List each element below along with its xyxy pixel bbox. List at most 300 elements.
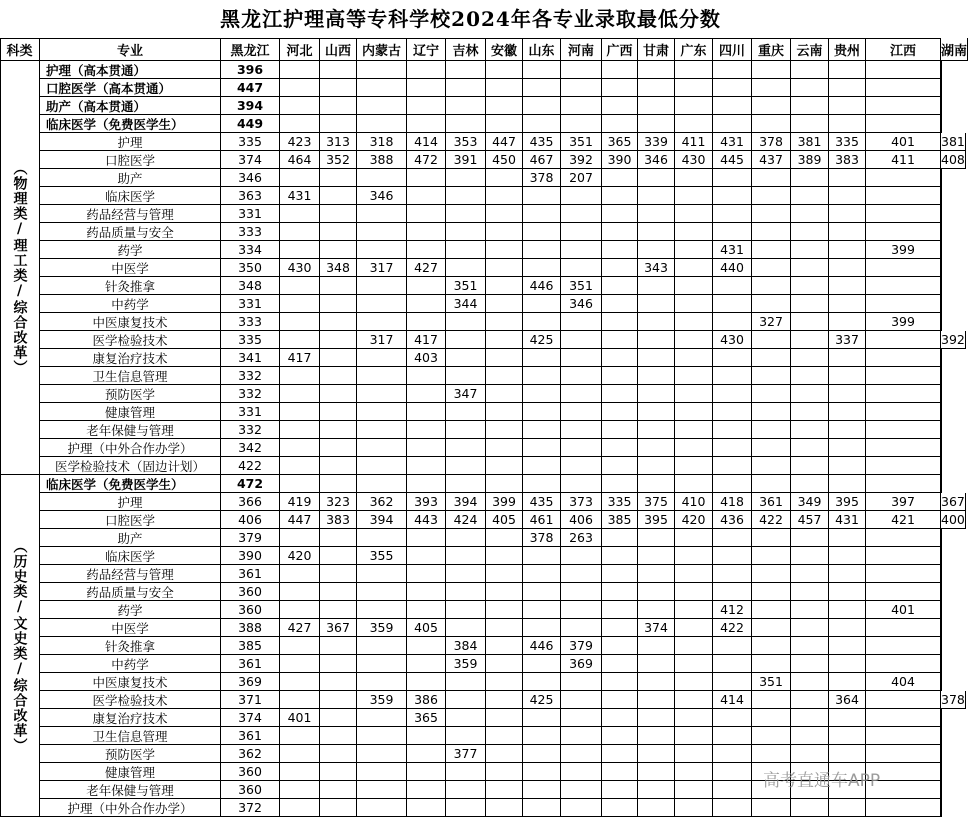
score-cell — [486, 709, 523, 727]
score-cell — [675, 241, 713, 259]
score-cell — [675, 187, 713, 205]
score-cell: 361 — [752, 493, 791, 511]
score-cell — [602, 79, 638, 97]
score-cell — [407, 529, 446, 547]
score-cell — [829, 547, 866, 565]
score-cell — [791, 169, 829, 187]
score-cell — [523, 673, 561, 691]
score-cell — [280, 79, 320, 97]
score-cell — [941, 187, 942, 205]
score-cell — [486, 475, 523, 493]
score-cell — [486, 439, 523, 457]
score-cell — [829, 223, 866, 241]
score-cell — [446, 547, 486, 565]
score-cell — [941, 241, 942, 259]
header-cell: 广西 — [602, 38, 638, 61]
score-cell — [523, 439, 561, 457]
score-cell: 421 — [866, 511, 941, 529]
header-cell: 专业 — [40, 38, 221, 61]
score-cell — [357, 205, 407, 223]
major-name-cell: 助产 — [40, 529, 221, 547]
score-cell — [752, 241, 791, 259]
score-cell: 374 — [221, 709, 280, 727]
score-cell — [407, 745, 446, 763]
score-cell — [280, 331, 320, 349]
score-cell: 446 — [523, 277, 561, 295]
score-cell — [675, 385, 713, 403]
score-cell: 395 — [638, 511, 675, 529]
score-cell — [407, 637, 446, 655]
score-cell — [602, 619, 638, 637]
score-cell — [407, 601, 446, 619]
score-cell — [713, 367, 752, 385]
score-cell — [357, 799, 407, 817]
score-cell — [866, 529, 941, 547]
score-cell — [357, 61, 407, 79]
score-cell — [829, 349, 866, 367]
score-cell — [320, 781, 357, 799]
score-cell — [713, 781, 752, 799]
score-cell — [446, 457, 486, 475]
score-cell — [941, 79, 942, 97]
score-cell: 339 — [638, 133, 675, 151]
score-cell — [320, 637, 357, 655]
score-cell — [486, 403, 523, 421]
major-name-cell: 中药学 — [40, 655, 221, 673]
score-cell — [446, 205, 486, 223]
score-cell: 388 — [357, 151, 407, 169]
score-cell: 396 — [221, 61, 280, 79]
score-cell: 362 — [357, 493, 407, 511]
score-cell — [638, 277, 675, 295]
score-cell — [752, 457, 791, 475]
score-cell — [407, 385, 446, 403]
score-cell — [752, 115, 791, 133]
score-cell: 431 — [280, 187, 320, 205]
score-cell: 332 — [221, 385, 280, 403]
score-cell: 378 — [941, 692, 965, 707]
major-name-cell: 中医学 — [40, 259, 221, 277]
score-cell — [602, 223, 638, 241]
score-cell — [829, 745, 866, 763]
score-cell: 361 — [221, 655, 280, 673]
score-cell — [523, 187, 561, 205]
score-cell: 394 — [357, 511, 407, 529]
score-cell: 346 — [221, 169, 280, 187]
header-cell: 山西 — [320, 38, 357, 61]
score-cell — [752, 565, 791, 583]
score-cell — [486, 781, 523, 799]
score-cell — [791, 709, 829, 727]
score-cell — [446, 673, 486, 691]
score-cell — [713, 763, 752, 781]
score-cell: 334 — [221, 241, 280, 259]
score-cell — [638, 475, 675, 493]
score-cell — [713, 709, 752, 727]
score-cell — [280, 205, 320, 223]
score-cell — [280, 439, 320, 457]
score-cell: 349 — [791, 493, 829, 511]
score-cell — [602, 601, 638, 619]
major-name-cell: 药学 — [40, 601, 221, 619]
score-cell — [602, 97, 638, 115]
score-cell — [486, 259, 523, 277]
score-cell — [602, 655, 638, 673]
score-cell — [357, 637, 407, 655]
score-cell — [638, 799, 675, 817]
score-cell: 422 — [713, 619, 752, 637]
score-cell — [446, 763, 486, 781]
score-cell — [407, 205, 446, 223]
score-cell — [866, 421, 941, 439]
score-cell — [791, 115, 829, 133]
score-cell — [446, 79, 486, 97]
score-cell: 373 — [561, 493, 602, 511]
page-title: 黑龙江护理高等专科学校2024年各专业录取最低分数 — [220, 7, 721, 31]
score-cell — [561, 367, 602, 385]
score-cell: 360 — [221, 763, 280, 781]
score-cell — [829, 367, 866, 385]
score-cell: 397 — [866, 493, 941, 511]
score-cell — [523, 313, 561, 331]
score-cell — [561, 403, 602, 421]
score-cell — [523, 61, 561, 79]
score-cell — [446, 781, 486, 799]
score-cell: 414 — [407, 133, 446, 151]
score-cell: 367 — [320, 619, 357, 637]
score-cell — [941, 709, 942, 727]
score-cell — [752, 583, 791, 601]
score-cell — [486, 187, 523, 205]
score-cell — [941, 385, 942, 403]
score-cell — [713, 205, 752, 223]
score-cell — [561, 385, 602, 403]
score-cell: 385 — [221, 637, 280, 655]
score-cell — [713, 583, 752, 601]
header-cell: 云南 — [791, 38, 829, 61]
score-cell — [523, 565, 561, 583]
score-cell: 353 — [446, 133, 486, 151]
score-cell — [713, 673, 752, 691]
score-cell — [561, 763, 602, 781]
score-cell — [941, 727, 942, 745]
score-cell: 431 — [829, 511, 866, 529]
major-name-cell: 预防医学 — [40, 745, 221, 763]
score-cell — [752, 745, 791, 763]
score-cell — [829, 115, 866, 133]
score-cell — [561, 673, 602, 691]
score-cell — [675, 547, 713, 565]
score-cell: 405 — [407, 619, 446, 637]
score-cell — [829, 799, 866, 817]
score-cell — [486, 799, 523, 817]
major-name-cell: 针灸推拿 — [40, 277, 221, 295]
score-cell — [320, 601, 357, 619]
score-cell: 461 — [523, 511, 561, 529]
score-cell — [638, 223, 675, 241]
score-cell — [407, 277, 446, 295]
score-cell — [638, 637, 675, 655]
score-cell — [791, 205, 829, 223]
score-cell: 348 — [320, 259, 357, 277]
score-cell: 446 — [523, 637, 561, 655]
score-cell — [713, 403, 752, 421]
score-cell — [866, 223, 941, 241]
score-cell — [357, 349, 407, 367]
score-cell — [866, 295, 941, 313]
score-cell — [941, 619, 942, 637]
score-cell — [320, 457, 357, 475]
score-cell — [446, 169, 486, 187]
header-cell: 广东 — [675, 38, 713, 61]
score-cell — [446, 223, 486, 241]
score-cell: 425 — [523, 691, 561, 709]
score-cell — [713, 799, 752, 817]
score-cell — [446, 187, 486, 205]
score-cell — [829, 295, 866, 313]
major-name-cell: 康复治疗技术 — [40, 709, 221, 727]
score-cell — [713, 745, 752, 763]
score-cell — [357, 781, 407, 799]
score-cell — [486, 727, 523, 745]
score-cell — [791, 547, 829, 565]
score-cell — [320, 655, 357, 673]
score-cell — [752, 97, 791, 115]
header-cell: 湖南 — [941, 38, 968, 61]
score-cell: 361 — [221, 565, 280, 583]
header-cell: 重庆 — [752, 38, 791, 61]
score-cell — [602, 403, 638, 421]
score-cell — [407, 439, 446, 457]
score-cell — [713, 565, 752, 583]
score-cell — [602, 295, 638, 313]
score-cell: 401 — [280, 709, 320, 727]
score-cell — [791, 691, 829, 709]
score-cell — [446, 583, 486, 601]
score-cell — [791, 529, 829, 547]
score-cell — [602, 259, 638, 277]
score-cell: 351 — [561, 133, 602, 151]
score-cell — [486, 529, 523, 547]
score-cell — [752, 205, 791, 223]
score-cell — [320, 673, 357, 691]
score-cell — [866, 403, 941, 421]
score-cell — [791, 727, 829, 745]
score-cell — [638, 169, 675, 187]
score-cell — [357, 403, 407, 421]
score-cell — [486, 205, 523, 223]
score-cell — [407, 457, 446, 475]
score-cell — [407, 241, 446, 259]
score-cell — [357, 169, 407, 187]
major-name-cell: 医学检验技术（固边计划） — [40, 457, 221, 475]
score-cell: 381 — [941, 134, 965, 149]
score-cell — [280, 529, 320, 547]
major-name-cell: 助产 — [40, 169, 221, 187]
score-cell — [602, 583, 638, 601]
score-cell — [941, 277, 942, 295]
score-cell — [320, 403, 357, 421]
score-cell — [320, 61, 357, 79]
major-name-cell: 助产（高本贯通） — [40, 97, 221, 115]
score-cell — [407, 565, 446, 583]
score-cell: 366 — [221, 493, 280, 511]
score-cell — [407, 547, 446, 565]
score-cell — [280, 799, 320, 817]
score-cell — [829, 601, 866, 619]
score-cell — [638, 61, 675, 79]
score-cell — [486, 349, 523, 367]
score-cell — [675, 475, 713, 493]
score-cell — [446, 529, 486, 547]
score-cell — [713, 349, 752, 367]
score-cell — [713, 277, 752, 295]
header-cell: 辽宁 — [407, 38, 446, 61]
watermark: 高考直通车APP — [763, 771, 881, 791]
score-cell — [638, 331, 675, 349]
score-cell — [523, 421, 561, 439]
major-name-cell: 临床医学 — [40, 187, 221, 205]
score-cell — [407, 79, 446, 97]
major-name-cell: 临床医学（免费医学生） — [40, 115, 221, 133]
major-name-cell: 医学检验技术 — [40, 331, 221, 349]
score-cell — [752, 619, 791, 637]
score-cell — [407, 475, 446, 493]
score-cell — [320, 205, 357, 223]
score-cell — [752, 655, 791, 673]
score-cell — [446, 565, 486, 583]
score-cell — [407, 367, 446, 385]
score-cell — [791, 745, 829, 763]
score-cell — [791, 259, 829, 277]
score-cell: 342 — [221, 439, 280, 457]
score-cell — [561, 331, 602, 349]
score-cell: 365 — [602, 133, 638, 151]
score-cell — [561, 691, 602, 709]
score-cell — [407, 655, 446, 673]
score-cell — [638, 655, 675, 673]
score-cell — [752, 439, 791, 457]
score-cell: 374 — [221, 151, 280, 169]
score-cell — [446, 799, 486, 817]
score-cell — [486, 601, 523, 619]
score-cell — [357, 385, 407, 403]
score-cell — [486, 241, 523, 259]
score-cell — [866, 205, 941, 223]
score-cell — [561, 583, 602, 601]
score-cell: 352 — [320, 151, 357, 169]
score-cell — [713, 727, 752, 745]
score-cell — [407, 421, 446, 439]
score-cell — [638, 187, 675, 205]
score-cell — [675, 655, 713, 673]
major-name-cell: 针灸推拿 — [40, 637, 221, 655]
header-cell: 黑龙江 — [221, 38, 280, 61]
score-cell — [638, 691, 675, 709]
score-cell: 384 — [446, 637, 486, 655]
score-cell — [791, 349, 829, 367]
score-cell — [638, 673, 675, 691]
score-cell — [561, 601, 602, 619]
score-cell — [280, 457, 320, 475]
score-cell — [486, 385, 523, 403]
score-cell — [829, 79, 866, 97]
score-cell: 331 — [221, 205, 280, 223]
score-cell — [602, 421, 638, 439]
score-cell: 383 — [320, 511, 357, 529]
score-cell: 386 — [407, 691, 446, 709]
score-cell — [791, 475, 829, 493]
score-cell — [941, 745, 942, 763]
score-cell — [446, 349, 486, 367]
score-cell — [941, 655, 942, 673]
score-cell — [675, 259, 713, 277]
score-cell — [523, 709, 561, 727]
score-cell: 333 — [221, 313, 280, 331]
score-cell — [357, 79, 407, 97]
score-cell — [320, 565, 357, 583]
score-cell — [523, 655, 561, 673]
score-cell — [486, 421, 523, 439]
score-cell — [638, 727, 675, 745]
major-name-cell: 卫生信息管理 — [40, 727, 221, 745]
score-cell: 392 — [941, 332, 965, 347]
score-cell — [280, 385, 320, 403]
score-cell — [713, 457, 752, 475]
score-cell — [675, 457, 713, 475]
header-cell: 河南 — [561, 38, 602, 61]
score-cell — [866, 457, 941, 475]
score-cell — [357, 655, 407, 673]
major-name-cell: 医学检验技术 — [40, 691, 221, 709]
header-cell: 山东 — [523, 38, 561, 61]
score-cell: 378 — [523, 169, 561, 187]
score-cell — [523, 97, 561, 115]
score-cell — [486, 745, 523, 763]
score-cell — [280, 673, 320, 691]
score-cell: 399 — [866, 241, 941, 259]
score-cell — [791, 313, 829, 331]
major-name-cell: 临床医学（免费医学生） — [40, 475, 221, 493]
score-cell — [713, 97, 752, 115]
score-cell — [791, 799, 829, 817]
score-cell — [791, 457, 829, 475]
score-cell — [791, 241, 829, 259]
score-cell — [791, 403, 829, 421]
score-cell — [752, 799, 791, 817]
score-cell — [320, 295, 357, 313]
score-cell — [561, 745, 602, 763]
score-cell — [446, 115, 486, 133]
header-cell: 四川 — [713, 38, 752, 61]
score-cell: 392 — [561, 151, 602, 169]
score-cell: 317 — [357, 259, 407, 277]
score-cell — [486, 223, 523, 241]
score-cell — [752, 349, 791, 367]
score-cell — [486, 457, 523, 475]
score-cell — [675, 583, 713, 601]
score-cell: 403 — [407, 349, 446, 367]
major-name-cell: 中医康复技术 — [40, 673, 221, 691]
score-cell — [675, 295, 713, 313]
header-cell: 江西 — [866, 38, 941, 61]
score-cell — [941, 349, 942, 367]
score-cell — [829, 97, 866, 115]
score-cell — [866, 745, 941, 763]
score-cell — [320, 313, 357, 331]
score-cell — [866, 637, 941, 655]
score-cell — [602, 385, 638, 403]
